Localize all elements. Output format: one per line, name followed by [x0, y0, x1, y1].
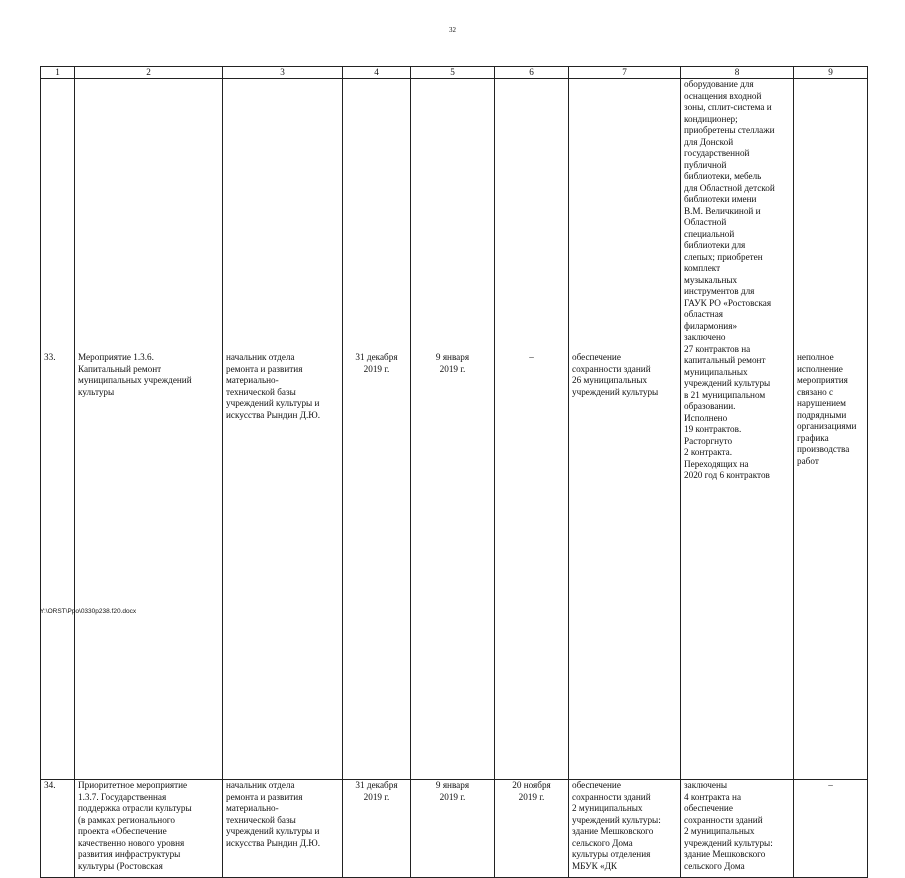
start-date: 9 января 2019 г.: [411, 79, 495, 780]
column-header: 7: [569, 67, 681, 79]
table-row: [41, 79, 868, 780]
actual-result: [681, 79, 794, 780]
column-header: 1: [41, 67, 75, 79]
responsible-person: начальник отдела ремонта и развития материально- технической базы учреждений культуры и искусства Рындин Д.Ю.: [223, 780, 343, 878]
event-name: Мероприятие 1.3.6. Капитальный ремонт муниципальных учреждений культуры: [75, 79, 223, 780]
planned-date: 31 декабря 2019 г.: [343, 780, 411, 878]
file-path-footer: Y:\ORST\Ppo\0330p238.f20.docx: [40, 608, 137, 615]
actual-result-main: заключено 27 контрактов на капитальный ремонт муниципальных учреждений культуры в 21 муниципальном образовании. Исполнено 19 контрактов. Расторгнуто 2 контракта. Переходящих на 2020 год 6 контрактов: [684, 332, 771, 480]
expected-result: обеспечение сохранности зданий 26 муниципальных учреждений культуры: [569, 79, 681, 780]
actual-result: заключены 4 контракта на обеспечение сохранности зданий 2 муниципальных учреждений культуры: здание Мешковского сельского Дома: [681, 780, 794, 878]
row-number: 34.: [41, 780, 75, 878]
row-number: 33.: [41, 79, 75, 780]
column-number-row: [41, 67, 868, 79]
report-table: [40, 66, 868, 878]
column-header: 9: [794, 67, 868, 79]
expected-result: обеспечение сохранности зданий 2 муниципальных учреждений культуры: здание Мешковского сельского Дома культуры отделения МБУК «ДК: [569, 780, 681, 878]
column-header: 4: [343, 67, 411, 79]
column-header: 2: [75, 67, 223, 79]
responsible-person: начальник отдела ремонта и развития материально- технической базы учреждений культуры и искусства Рындин Д.Ю.: [223, 79, 343, 780]
reasons: –: [794, 780, 868, 878]
start-date: 9 января 2019 г.: [411, 780, 495, 878]
event-name: Приоритетное мероприятие 1.3.7. Государственная поддержка отрасли культуры (в рамках регионального проекта «Обеспечение качественно нового уровня развития инфраструктуры культуры (Ростовская: [75, 780, 223, 878]
column-header: 3: [223, 67, 343, 79]
table-row: [41, 780, 868, 878]
column-header: 6: [495, 67, 569, 79]
end-date: –: [495, 79, 569, 780]
column-header: 5: [411, 67, 495, 79]
actual-result-continued: оборудование для оснащения входной зоны, сплит-система и кондиционер; приобретены стеллажи для Донской государственной публичной библиотеки, мебель для Областной детской библиотеки имени В.М. Величкиной и Областной специальной библиотеки для слепых; приобретен комплект музыкальных инструментов для ГАУК РО «Ростовская областная филармония»: [684, 79, 775, 331]
end-date: 20 ноября 2019 г.: [495, 780, 569, 878]
column-header: 8: [681, 67, 794, 79]
page-number: 32: [449, 26, 456, 34]
reasons: неполное исполнение мероприятия связано с нарушением подрядными организациями графика производства работ: [794, 79, 868, 780]
planned-date: 31 декабря 2019 г.: [343, 79, 411, 780]
